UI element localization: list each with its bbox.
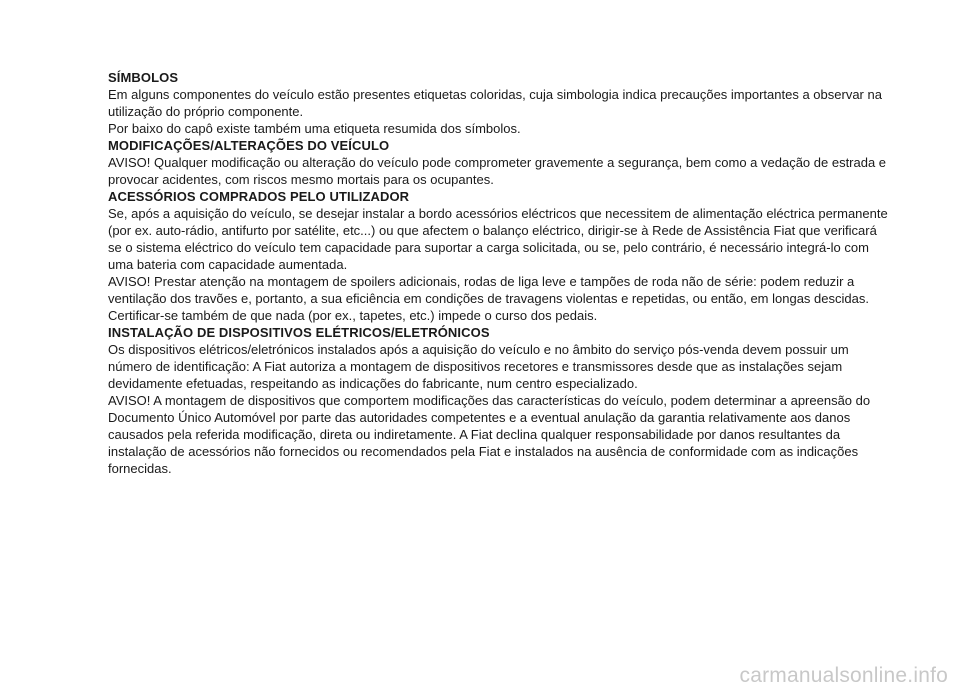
section-modificacoes — [108, 137, 888, 188]
section-heading: INSTALAÇÃO DE DISPOSITIVOS ELÉTRICOS/ELETRÓNICOS — [108, 325, 490, 340]
paragraph: Se, após a aquisição do veículo, se desejar instalar a bordo acessórios eléctricos que necessitem de alimentação eléctrica permanente (por ex. auto-rádio, antifurto por satélite, etc...) ou que afectem o balanço eléctrico, dirigir-se à Rede de Assistência Fiat que verificará se o sistema eléctrico do veículo tem capacidade para suportar a carga solicitada, ou se, pelo contrário, é necessário integrá-lo com uma bateria com capacidade aumentada. — [108, 206, 888, 272]
section-heading: SÍMBOLOS — [108, 70, 179, 85]
paragraph: AVISO! Prestar atenção na montagem de spoilers adicionais, rodas de liga leve e tampões de roda não de série: podem reduzir a ventilação dos travões e, portanto, a sua eficiência em condições de travagens violentas e repetidas, ou então, em longas descidas. Certificar-se também de que nada (por ex., tapetes, etc.) impede o curso dos pedais. — [108, 274, 869, 323]
document-body — [108, 69, 888, 477]
paragraph: Por baixo do capô existe também uma etiqueta resumida dos símbolos. — [108, 121, 521, 136]
section-acessorios — [108, 188, 888, 324]
paragraph: AVISO! Qualquer modificação ou alteração do veículo pode comprometer gravemente a segurança, bem como a vedação de estrada e provocar acidentes, com riscos mesmo mortais para os ocupantes. — [108, 155, 887, 187]
paragraph: Em alguns componentes do veículo estão presentes etiquetas coloridas, cuja simbologia indica precauções importantes a observar na utilização do próprio componente. — [108, 87, 882, 119]
section-instalacao — [108, 324, 888, 477]
section-heading: MODIFICAÇÕES/ALTERAÇÕES DO VEÍCULO — [108, 138, 390, 153]
section-simbolos — [108, 69, 888, 137]
section-heading: ACESSÓRIOS COMPRADOS PELO UTILIZADOR — [108, 189, 410, 204]
paragraph: AVISO! A montagem de dispositivos que comportem modificações das características do veículo, podem determinar a apreensão do Documento Único Automóvel por parte das autoridades competentes e a eventual anulação da garantia relativamente aos danos causados pela referida modificação, direta ou indiretamente. A Fiat declina qualquer responsabilidade por danos resultantes da instalação de acessórios não fornecidos ou recomendados pela Fiat e instalados na ausência de conformidade com as indicações fornecidas. — [108, 393, 871, 476]
watermark: carmanualsonline.info — [739, 664, 948, 687]
paragraph: Os dispositivos elétricos/eletrónicos instalados após a aquisição do veículo e no âmbito do serviço pós-venda devem possuir um número de identificação: A Fiat autoriza a montagem de dispositivos recetores e transmissores desde que as instalações sejam devidamente efetuadas, respeitando as indicações do fabricante, num centro especializado. — [108, 342, 849, 391]
